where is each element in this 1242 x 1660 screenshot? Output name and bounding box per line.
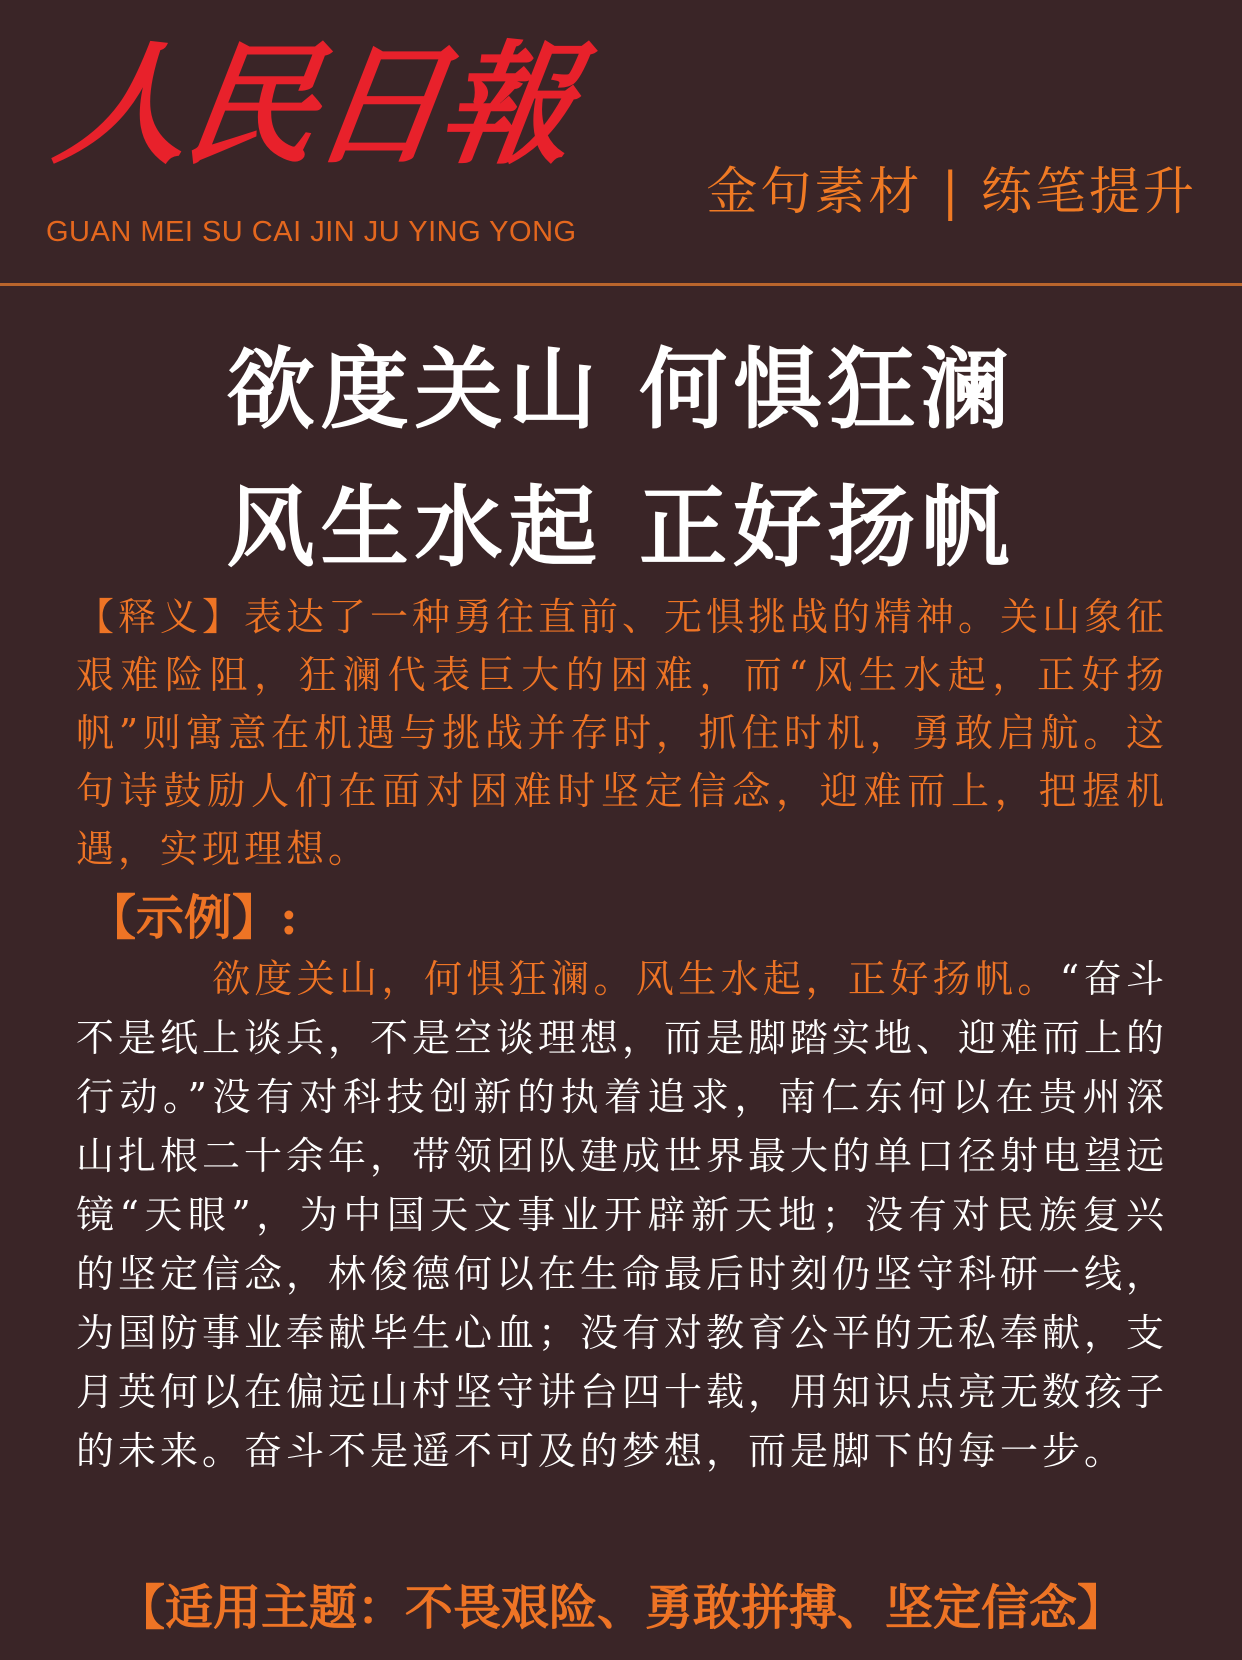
example-body: “奋斗不是纸上谈兵，不是空谈理想，而是脚踏实地、迎难而上的行动。”没有对科技创新的执着追求，南仁东何以在贵州深山扎根二十余年，带领团队建成世界最大的单口径射电望远镜“天眼”，为中国天文事业开辟新天地；没有对民族复兴的坚定信念，林俊德何以在生命最后时刻仍坚守科研一线，为国防事业奉献毕生心血；没有对教育公平的无私奉献，支月英何以在偏远山村坚守讲台四十载，用知识点亮无数孩子的未来。奋斗不是遥不可及的梦想，而是脚下的每一步。 [76, 957, 1169, 1473]
example-paragraph [76, 950, 1168, 1481]
applicable-theme: 【适用主题：不畏艰险、勇敢拼搏、坚定信念】 [116, 1580, 1125, 1636]
tagline: 金句素材 | 练笔提升 [706, 163, 1197, 222]
example-lead: 欲度关山，何惧狂澜。风生水起，正好扬帆。 [212, 957, 1060, 1001]
page-title [0, 320, 1242, 596]
example-label: 【示例】: [88, 890, 298, 946]
newspaper-logo: 人民日報 [47, 28, 581, 183]
title-line-1: 欲度关山 何惧狂澜 [226, 337, 1016, 441]
explanation-paragraph: 【释义】表达了一种勇往直前、无惧挑战的精神。关山象征艰难险阻，狂澜代表巨大的困难，而“风生水起，正好扬帆”则寓意在机遇与挑战并存时，抓住时机，勇敢启航。这句诗鼓励人们在面对困难时坚定信念，迎难而上，把握机遇，实现理想。 [76, 595, 1169, 871]
logo-subtitle: GUAN MEI SU CAI JIN JU YING YONG [46, 216, 577, 248]
header [0, 0, 1242, 284]
title-line-2: 风生水起 正好扬帆 [226, 475, 1016, 579]
header-divider [0, 283, 1242, 286]
